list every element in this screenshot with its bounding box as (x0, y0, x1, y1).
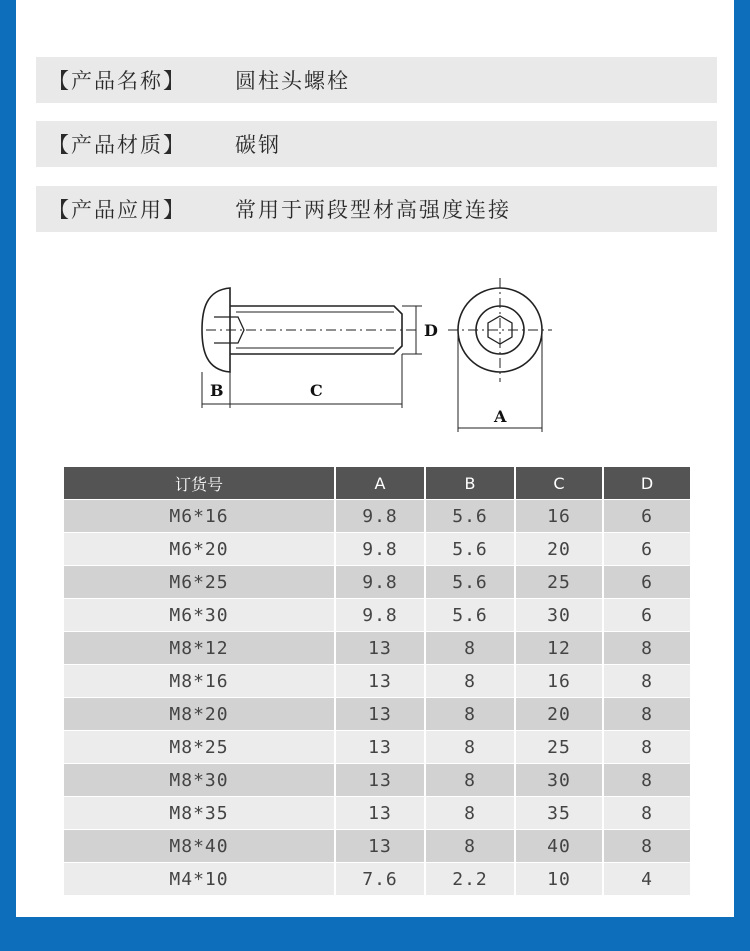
cell: M8*12 (64, 632, 334, 665)
cell: M6*16 (64, 500, 334, 533)
cell: 30 (516, 599, 602, 632)
cell: M8*30 (64, 764, 334, 797)
cell: M6*20 (64, 533, 334, 566)
cell: 9.8 (336, 599, 424, 632)
cell: 8 (604, 731, 690, 764)
dim-label-b: B (210, 381, 224, 400)
table-row (64, 797, 690, 830)
cell: 8 (604, 665, 690, 698)
info-row-application (36, 186, 717, 232)
info-value: 圆柱头螺栓 (235, 69, 350, 93)
cell: 8 (426, 665, 514, 698)
cell: 12 (516, 632, 602, 665)
cell: 9.8 (336, 500, 424, 533)
info-value: 碳钢 (235, 133, 281, 157)
table-row (64, 698, 690, 731)
table-row (64, 533, 690, 566)
cell: 6 (604, 599, 690, 632)
cell: M4*10 (64, 863, 334, 896)
cell: 7.6 (336, 863, 424, 896)
info-label: 【产品材质】 (48, 133, 186, 157)
cell: 13 (336, 632, 424, 665)
content-panel (16, 0, 734, 917)
cell: 5.6 (426, 533, 514, 566)
table-row (64, 863, 690, 896)
table-row (64, 599, 690, 632)
header-order-no: 订货号 (64, 467, 334, 500)
cell: 9.8 (336, 566, 424, 599)
cell: M8*25 (64, 731, 334, 764)
cell: M6*25 (64, 566, 334, 599)
cell: 20 (516, 533, 602, 566)
bolt-dimension-diagram (166, 262, 586, 452)
table-row (64, 632, 690, 665)
cell: 30 (516, 764, 602, 797)
info-value: 常用于两段型材高强度连接 (235, 198, 511, 222)
cell: 8 (426, 698, 514, 731)
cell: 8 (604, 797, 690, 830)
dim-label-a: A (494, 407, 507, 426)
table-row (64, 500, 690, 533)
table-row (64, 566, 690, 599)
header-c: C (516, 467, 602, 500)
cell: 8 (604, 830, 690, 863)
cell: 4 (604, 863, 690, 896)
cell: 2.2 (426, 863, 514, 896)
spec-table (62, 467, 692, 896)
header-d: D (604, 467, 690, 500)
cell: 20 (516, 698, 602, 731)
cell: M6*30 (64, 599, 334, 632)
cell: 9.8 (336, 533, 424, 566)
cell: M8*20 (64, 698, 334, 731)
cell: 8 (604, 632, 690, 665)
cell: 5.6 (426, 566, 514, 599)
cell: 40 (516, 830, 602, 863)
cell: M8*35 (64, 797, 334, 830)
cell: 6 (604, 533, 690, 566)
info-label: 【产品名称】 (48, 69, 186, 93)
cell: 6 (604, 566, 690, 599)
cell: 16 (516, 665, 602, 698)
cell: 8 (426, 797, 514, 830)
cell: M8*40 (64, 830, 334, 863)
table-header-row (64, 467, 690, 500)
cell: 13 (336, 698, 424, 731)
cell: 10 (516, 863, 602, 896)
cell: 8 (426, 764, 514, 797)
cell: 35 (516, 797, 602, 830)
cell: M8*16 (64, 665, 334, 698)
header-b: B (426, 467, 514, 500)
info-row-name (36, 57, 717, 103)
dim-label-d: D (424, 321, 438, 340)
table-row (64, 665, 690, 698)
table-row (64, 830, 690, 863)
cell: 5.6 (426, 599, 514, 632)
header-a: A (336, 467, 424, 500)
info-row-material (36, 121, 717, 167)
cell: 16 (516, 500, 602, 533)
cell: 8 (426, 632, 514, 665)
cell: 6 (604, 500, 690, 533)
info-label: 【产品应用】 (48, 198, 186, 222)
cell: 13 (336, 764, 424, 797)
cell: 13 (336, 830, 424, 863)
cell: 8 (426, 830, 514, 863)
cell: 25 (516, 731, 602, 764)
cell: 8 (426, 731, 514, 764)
cell: 13 (336, 731, 424, 764)
cell: 25 (516, 566, 602, 599)
dim-label-c: C (310, 381, 323, 400)
cell: 13 (336, 665, 424, 698)
cell: 8 (604, 698, 690, 731)
cell: 13 (336, 797, 424, 830)
cell: 5.6 (426, 500, 514, 533)
cell: 8 (604, 764, 690, 797)
table-row (64, 731, 690, 764)
table-row (64, 764, 690, 797)
